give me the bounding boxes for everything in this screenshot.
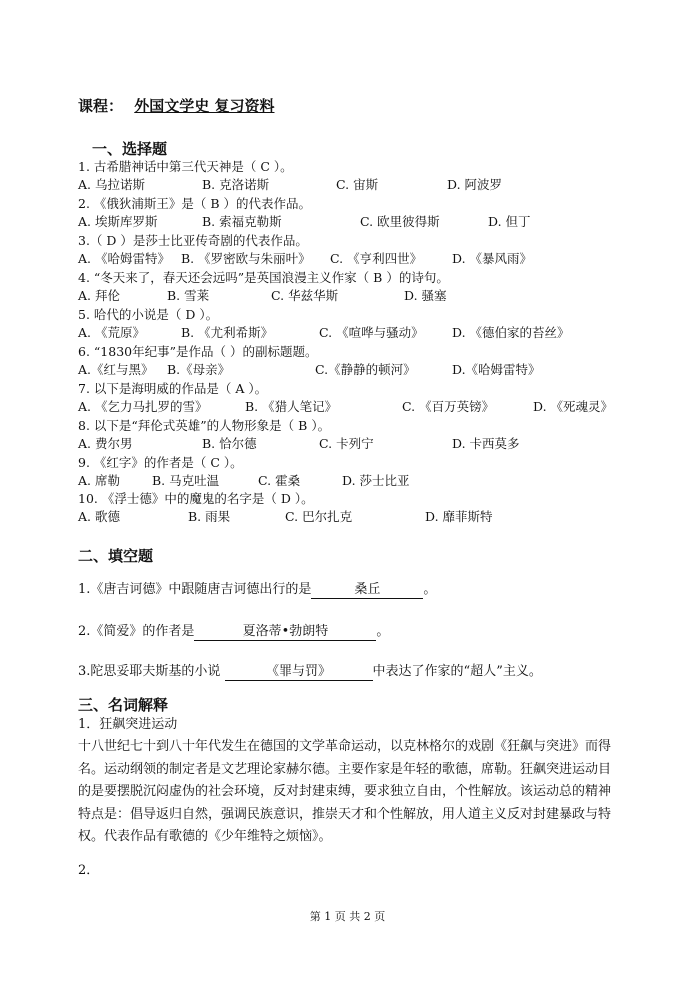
question-9: 9. 《红字》的作者是（ C ）。: [78, 455, 243, 470]
section-heading-choice: 一、选择题: [92, 140, 168, 158]
question-10: 10. 《浮士德》中的魔鬼的名字是（ D ）。: [78, 491, 314, 506]
option-d: D. 靡菲斯特: [425, 509, 493, 524]
option-b: B.《母亲》: [167, 362, 231, 377]
option-a: A. 《乞力马扎罗的雪》: [78, 399, 208, 414]
option-b: B. 雪莱: [167, 288, 210, 303]
option-b: B. 《猎人笔记》: [245, 399, 338, 414]
options-6: [78, 361, 638, 378]
option-d: D. 但丁: [488, 214, 531, 229]
question-3: 3.（ D ）是莎士比亚传奇剧的代表作品。: [78, 233, 308, 248]
section-heading-terms: 三、名词解释: [78, 696, 169, 714]
option-c: C. 巴尔扎克: [285, 509, 353, 524]
fill-prompt: 3.陀思妥耶夫斯基的小说: [78, 664, 225, 679]
fill-suffix: 。: [423, 582, 437, 597]
option-b: B. 《罗密欧与朱丽叶》: [181, 251, 311, 266]
option-b: B. 恰尔德: [202, 436, 257, 451]
fill-answer-blank: 桑丘: [311, 582, 423, 599]
option-d: D. 莎士比亚: [342, 473, 410, 488]
question-1: 1. 古希腊神话中第三代天神是（ C ）。: [78, 159, 293, 174]
question-2: 2. 《俄狄浦斯王》是（ B ）的代表作品。: [78, 196, 312, 211]
option-a: A. 《荒原》: [78, 325, 145, 340]
options-8: [78, 435, 638, 452]
option-c: C.《静静的顿河》: [315, 362, 416, 377]
fill-prompt: 1.《唐吉诃德》中跟随唐吉诃德出行的是: [78, 582, 312, 597]
term-1-body: 十八世纪七十到八十年代发生在德国的文学革命运动，以克林格尔的戏剧《狂飙与突进》而得名。运动纲领的制定者是文艺理论家赫尔德。主要作家是年轻的歌德，席勒。狂飙突进运动目的是要摆脱沉闷虚伪的社会环境，反对封建束缚，要求独立自由，个性解放。该运动总的精神特点是：倡导返归自然，强调民族意识，推崇天才和个性解放，用人道主义反对封建暴政与特权。代表作品有歌德的《少年维特之烦恼》。: [78, 739, 612, 844]
option-d: D. 《暴风雨》: [452, 251, 533, 266]
option-d: D. 骚塞: [404, 288, 447, 303]
option-c: C. 《百万英镑》: [402, 399, 495, 414]
option-c: C. 《喧哗与骚动》: [319, 325, 424, 340]
option-a: A. 拜伦: [78, 288, 120, 303]
option-b: B. 马克吐温: [152, 473, 220, 488]
fill-answer-blank: 《罪与罚》: [225, 664, 373, 681]
section-heading-fill: 二、填空题: [78, 547, 154, 565]
question-5: 5. 哈代的小说是（ D ）。: [78, 307, 219, 322]
course-label: 课程：: [78, 97, 124, 115]
question-4: 4. “冬天来了，春天还会远吗”是英国浪漫主义作家（ B ）的诗句。: [78, 270, 449, 285]
option-c: C. 欧里彼得斯: [360, 214, 440, 229]
term-2-title: 2．: [78, 863, 100, 878]
options-10: [78, 508, 638, 525]
option-d: D. 阿波罗: [447, 177, 503, 192]
question-7: 7. 以下是海明威的作品是（ A ）。: [78, 381, 268, 396]
options-2: [78, 213, 638, 230]
fill-question-2: [78, 620, 389, 641]
option-a: A. 费尔男: [78, 436, 133, 451]
option-c: C. 《亨利四世》: [330, 251, 423, 266]
options-9: [78, 472, 638, 489]
question-8: 8. 以下是“拜伦式英雄”的人物形象是（ B ）。: [78, 418, 331, 433]
options-5: [78, 324, 638, 341]
option-b: B. 克洛诺斯: [202, 177, 270, 192]
fill-question-1: [78, 578, 436, 599]
option-d: D. 卡西莫多: [452, 436, 520, 451]
option-a: A.《红与黑》: [78, 362, 154, 377]
option-a: A. 埃斯库罗斯: [78, 214, 158, 229]
option-c: C. 华兹华斯: [271, 288, 339, 303]
document-title: [78, 95, 274, 116]
fill-prompt: 2.《简爱》的作者是: [78, 624, 195, 639]
option-d: D. 《死魂灵》: [533, 399, 614, 414]
options-7: [78, 398, 638, 415]
option-a: A. 歌德: [78, 509, 120, 524]
option-a: A. 《哈姆雷特》: [78, 251, 170, 266]
fill-answer-blank: 夏洛蒂•勃朗特: [194, 624, 376, 641]
course-name: 外国文学史 复习资料: [134, 97, 275, 115]
options-3: [78, 250, 638, 267]
fill-suffix: 。: [376, 624, 390, 639]
question-6: 6. “1830年纪事”是作品（ ）的副标题题。: [78, 344, 318, 359]
option-b: B. 索福克勒斯: [202, 214, 282, 229]
options-4: [78, 287, 638, 304]
option-a: A. 席勒: [78, 473, 120, 488]
option-c: C. 卡列宁: [319, 436, 374, 451]
page-footer: 第 1 页 共 2 页: [309, 910, 386, 923]
option-d: D. 《德伯家的苔丝》: [452, 325, 570, 340]
option-b: B. 《尤利希斯》: [181, 325, 274, 340]
options-1: [78, 176, 638, 193]
option-a: A. 乌拉诺斯: [78, 177, 145, 192]
option-d: D.《哈姆雷特》: [452, 362, 541, 377]
option-b: B. 雨果: [188, 509, 231, 524]
fill-question-3: [78, 660, 542, 681]
term-1-title: 1．狂飙突进运动: [78, 717, 178, 732]
option-c: C. 宙斯: [336, 177, 379, 192]
fill-suffix: 中表达了作家的“超人”主义。: [372, 664, 542, 679]
option-c: C. 霍桑: [258, 473, 301, 488]
